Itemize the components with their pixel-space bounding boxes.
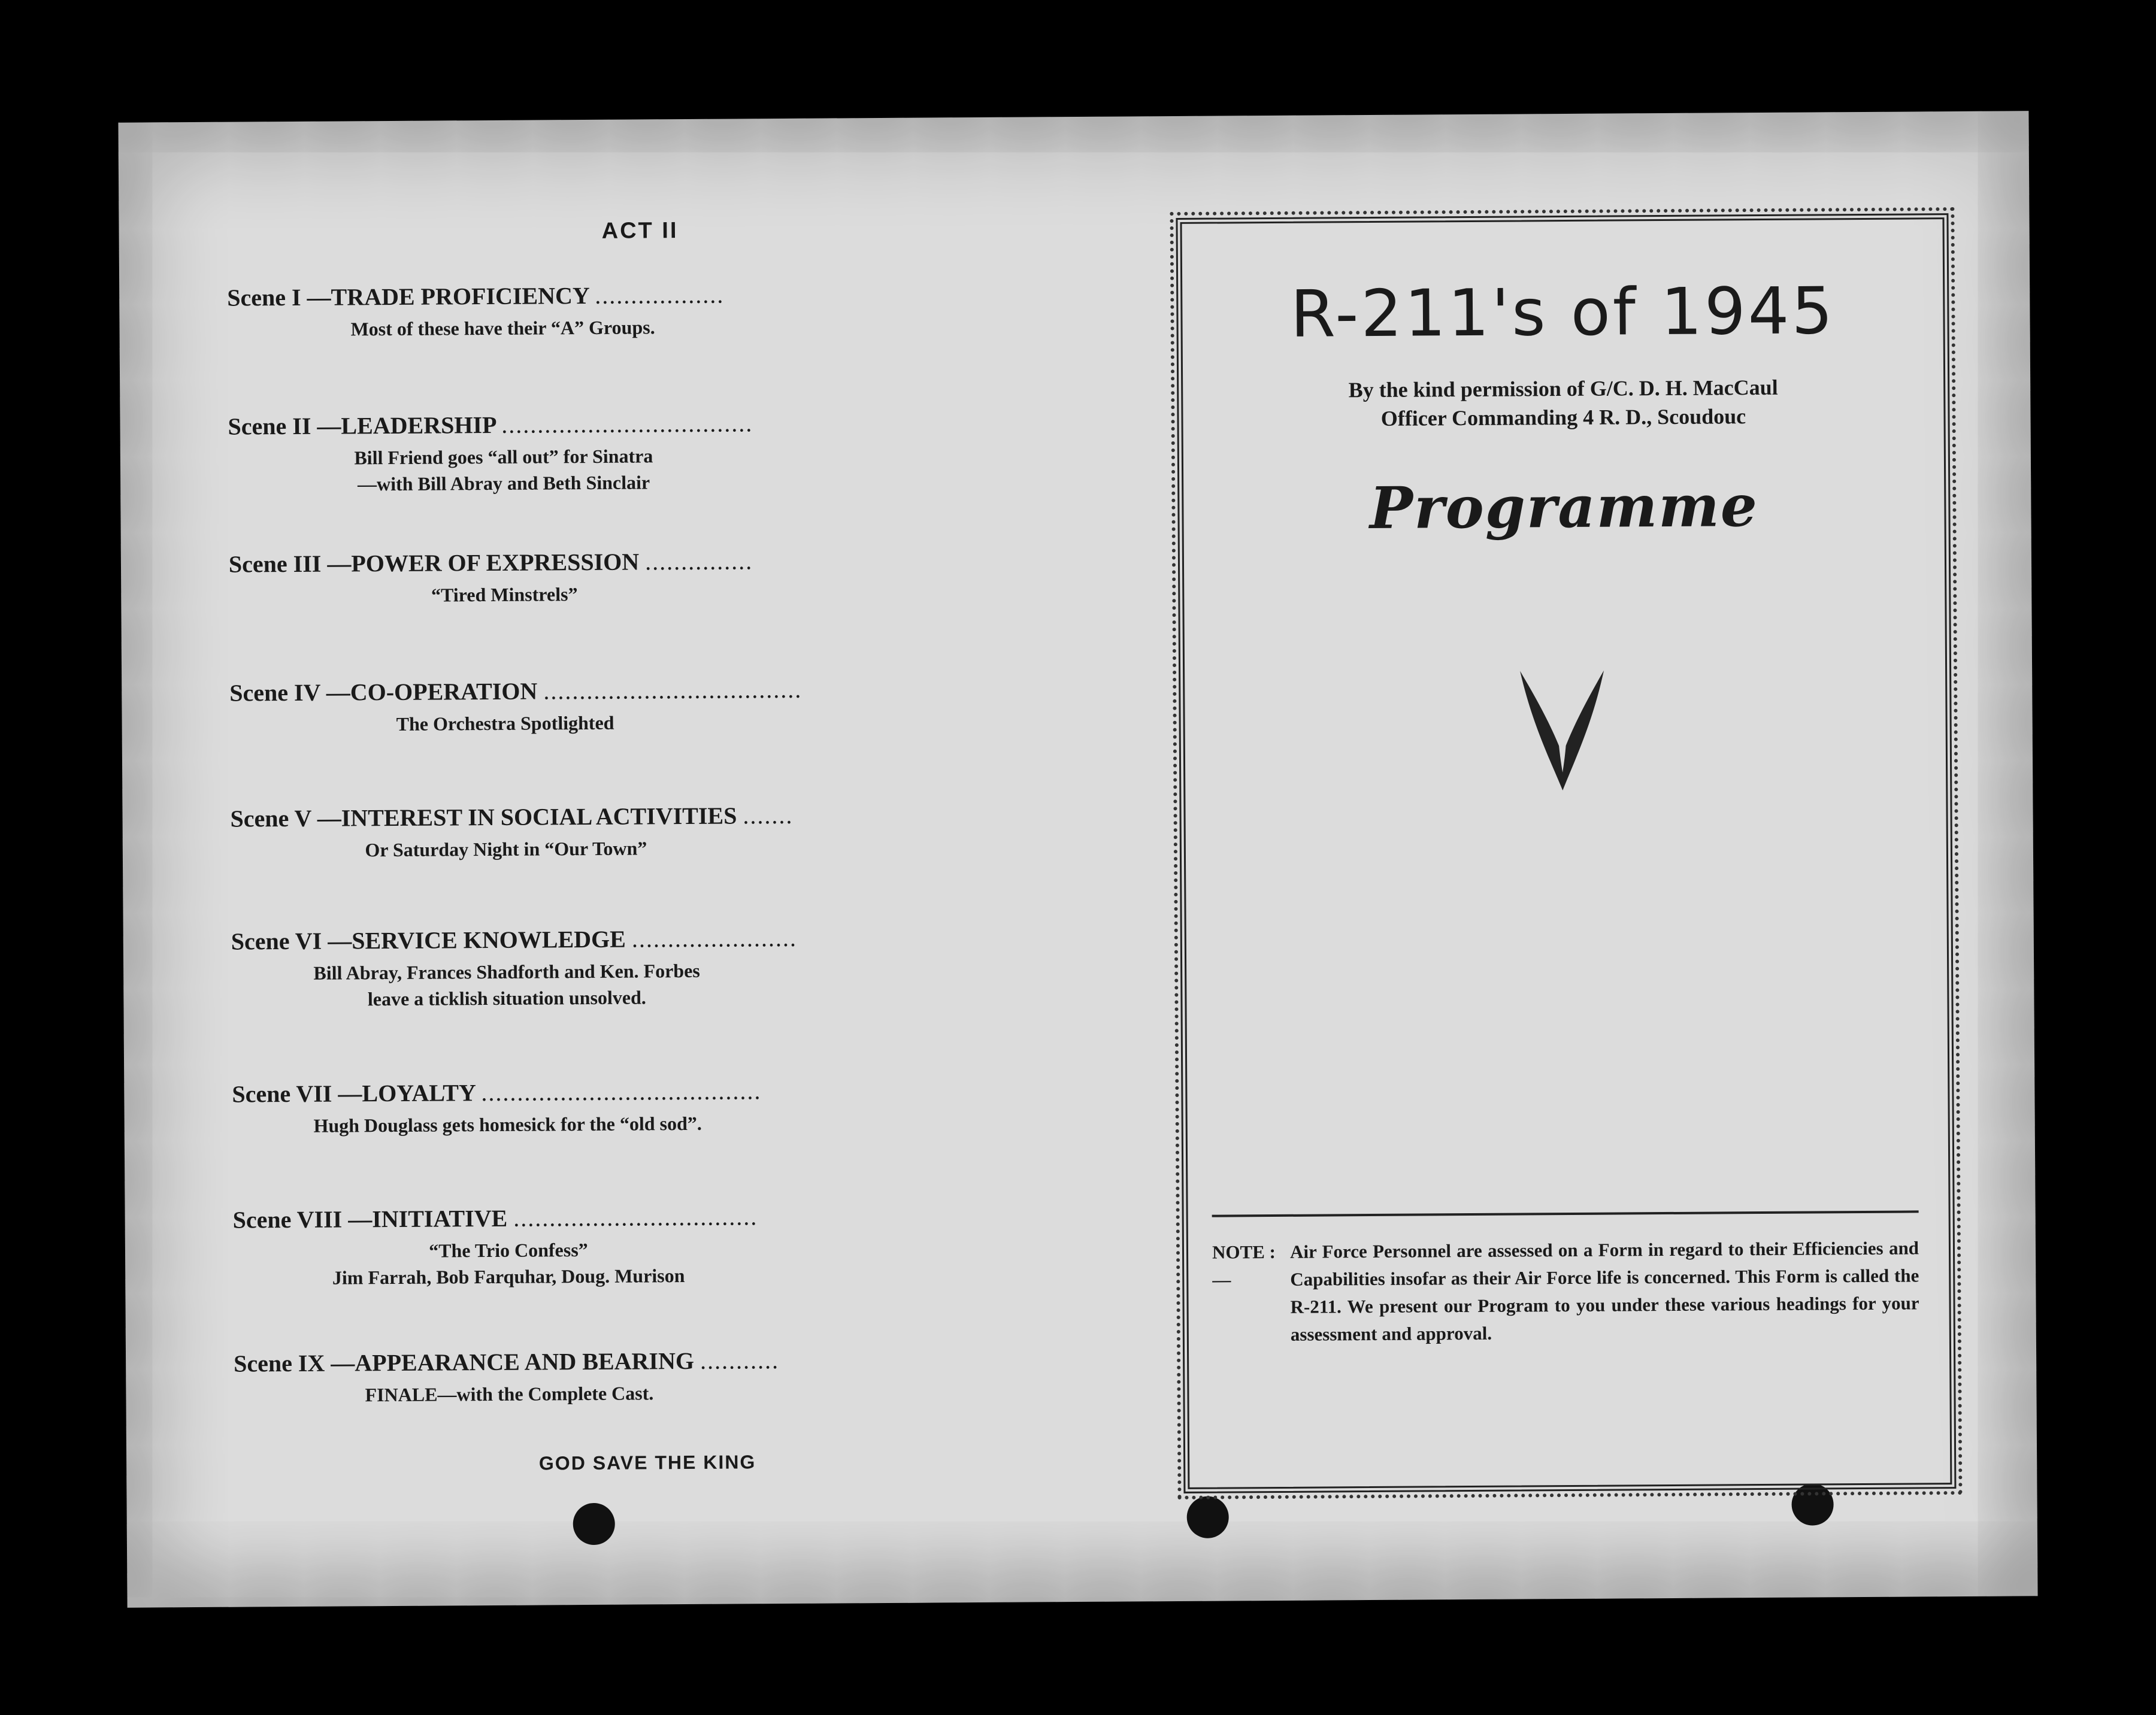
scene-label: Scene VI — [231, 927, 322, 955]
scene-7 — [232, 1075, 1071, 1140]
scene-description — [289, 709, 720, 738]
desc-line: leave a ticklish situation unsolved. — [367, 986, 646, 1010]
act-two-page — [118, 117, 1115, 1608]
scene-heading — [230, 799, 1068, 833]
scene-heading — [227, 278, 1065, 312]
punch-hole — [1187, 1496, 1229, 1538]
desc-line: “The Trio Confess” — [429, 1239, 588, 1262]
scene-description — [292, 1110, 723, 1139]
permission-line: Officer Commanding 4 R. D., Scoudouc — [1380, 404, 1746, 431]
permission-line: By the kind permission of G/C. D. H. MacCaul — [1348, 375, 1778, 402]
divider-rule — [1212, 1210, 1919, 1217]
cover-title: R-211's of 1945 — [1290, 274, 1836, 352]
desc-line: “Tired Minstrels” — [431, 583, 578, 606]
scene-name: —INITIATIVE — [348, 1204, 508, 1233]
fleur-ornament-icon — [1508, 653, 1616, 797]
leader-dots: ....................... — [631, 924, 797, 953]
desc-line: Bill Friend goes “all out” for Sinatra — [354, 445, 653, 469]
note-block — [1212, 1234, 1919, 1349]
desc-line: Jim Farrah, Bob Farquhar, Doug. Murison — [332, 1265, 685, 1289]
scene-heading — [228, 407, 1066, 441]
scene-heading — [232, 1075, 1070, 1108]
punch-hole — [1791, 1483, 1833, 1525]
scene-5 — [230, 799, 1069, 864]
programme-heading: Programme — [1369, 472, 1759, 543]
desc-line: Bill Abray, Frances Shadforth and Ken. Forbes — [313, 959, 700, 984]
scene-label: Scene III — [228, 550, 322, 578]
scene-name: —INTEREST IN SOCIAL ACTIVITIES — [317, 802, 737, 832]
leader-dots: ....................................... — [481, 1077, 762, 1107]
scene-6 — [231, 922, 1070, 1013]
scene-label: Scene V — [230, 804, 311, 832]
scene-label: Scene VIII — [232, 1205, 343, 1234]
scene-description — [290, 835, 722, 863]
desc-line: Or Saturday Night in “Our Town” — [365, 837, 647, 861]
leader-dots: .................................... — [543, 675, 803, 705]
scene-9 — [234, 1344, 1073, 1409]
scene-description — [293, 1236, 725, 1291]
desc-line: Most of these have their “A” Groups. — [350, 316, 655, 340]
scene-3 — [229, 545, 1068, 610]
scene-8 — [233, 1201, 1072, 1292]
cover-page — [1176, 213, 1956, 1493]
scene-heading — [234, 1344, 1072, 1378]
leader-dots: ................................... — [501, 410, 753, 438]
scene-1 — [227, 278, 1066, 343]
leader-dots: .................. — [595, 281, 725, 309]
leader-dots: ....... — [743, 801, 794, 829]
scene-description — [287, 314, 718, 343]
scene-description — [289, 580, 720, 609]
scene-heading — [229, 545, 1067, 578]
punch-hole — [573, 1503, 615, 1545]
note-label: NOTE :— — [1212, 1241, 1276, 1290]
scene-label: Scene IX — [233, 1349, 325, 1377]
scene-label: Scene IV — [229, 678, 320, 707]
desc-line: The Orchestra Spotlighted — [396, 711, 614, 735]
permission-block — [1183, 372, 1944, 434]
leader-dots: ........... — [700, 1347, 780, 1374]
desc-line: Hugh Douglass gets homesick for the “old sod”. — [313, 1112, 702, 1137]
scene-label: Scene VII — [232, 1080, 332, 1108]
scene-description — [291, 958, 723, 1013]
leader-dots: .................................. — [513, 1203, 758, 1232]
leader-dots: ............... — [645, 547, 753, 575]
act-title: ACT II — [601, 218, 679, 244]
programme-sheet — [118, 111, 2037, 1607]
scene-heading — [231, 922, 1070, 956]
desc-line: —with Bill Abray and Beth Sinclair — [357, 471, 650, 495]
scene-name: —CO-OPERATION — [326, 677, 538, 706]
scene-name: —POWER OF EXPRESSION — [327, 548, 640, 577]
scene-heading — [229, 674, 1068, 707]
note-text: Air Force Personnel are assessed on a Form in regard to their Efficiencies and Capabilities insofar as their Air Force life is concerned. This Form is called the R-211. We present our Program to you under these various headings for your assessment and approval. — [1289, 1237, 1919, 1345]
scene-name: —SERVICE KNOWLEDGE — [328, 925, 626, 955]
scene-2 — [228, 407, 1067, 498]
scene-name: —TRADE PROFICIENCY — [307, 281, 589, 311]
scene-heading — [233, 1201, 1071, 1234]
scene-description — [288, 443, 720, 498]
scene-description — [293, 1380, 725, 1408]
scene-label: Scene II — [228, 412, 311, 440]
desc-line: FINALE—with the Complete Cast. — [365, 1382, 654, 1406]
scene-name: —LEADERSHIP — [317, 411, 496, 440]
closing-line: GOD SAVE THE KING — [538, 1451, 756, 1474]
scene-label: Scene I — [227, 283, 301, 311]
scene-4 — [229, 674, 1068, 738]
scene-name: —LOYALTY — [338, 1079, 476, 1107]
scene-name: —APPEARANCE AND BEARING — [331, 1347, 695, 1377]
